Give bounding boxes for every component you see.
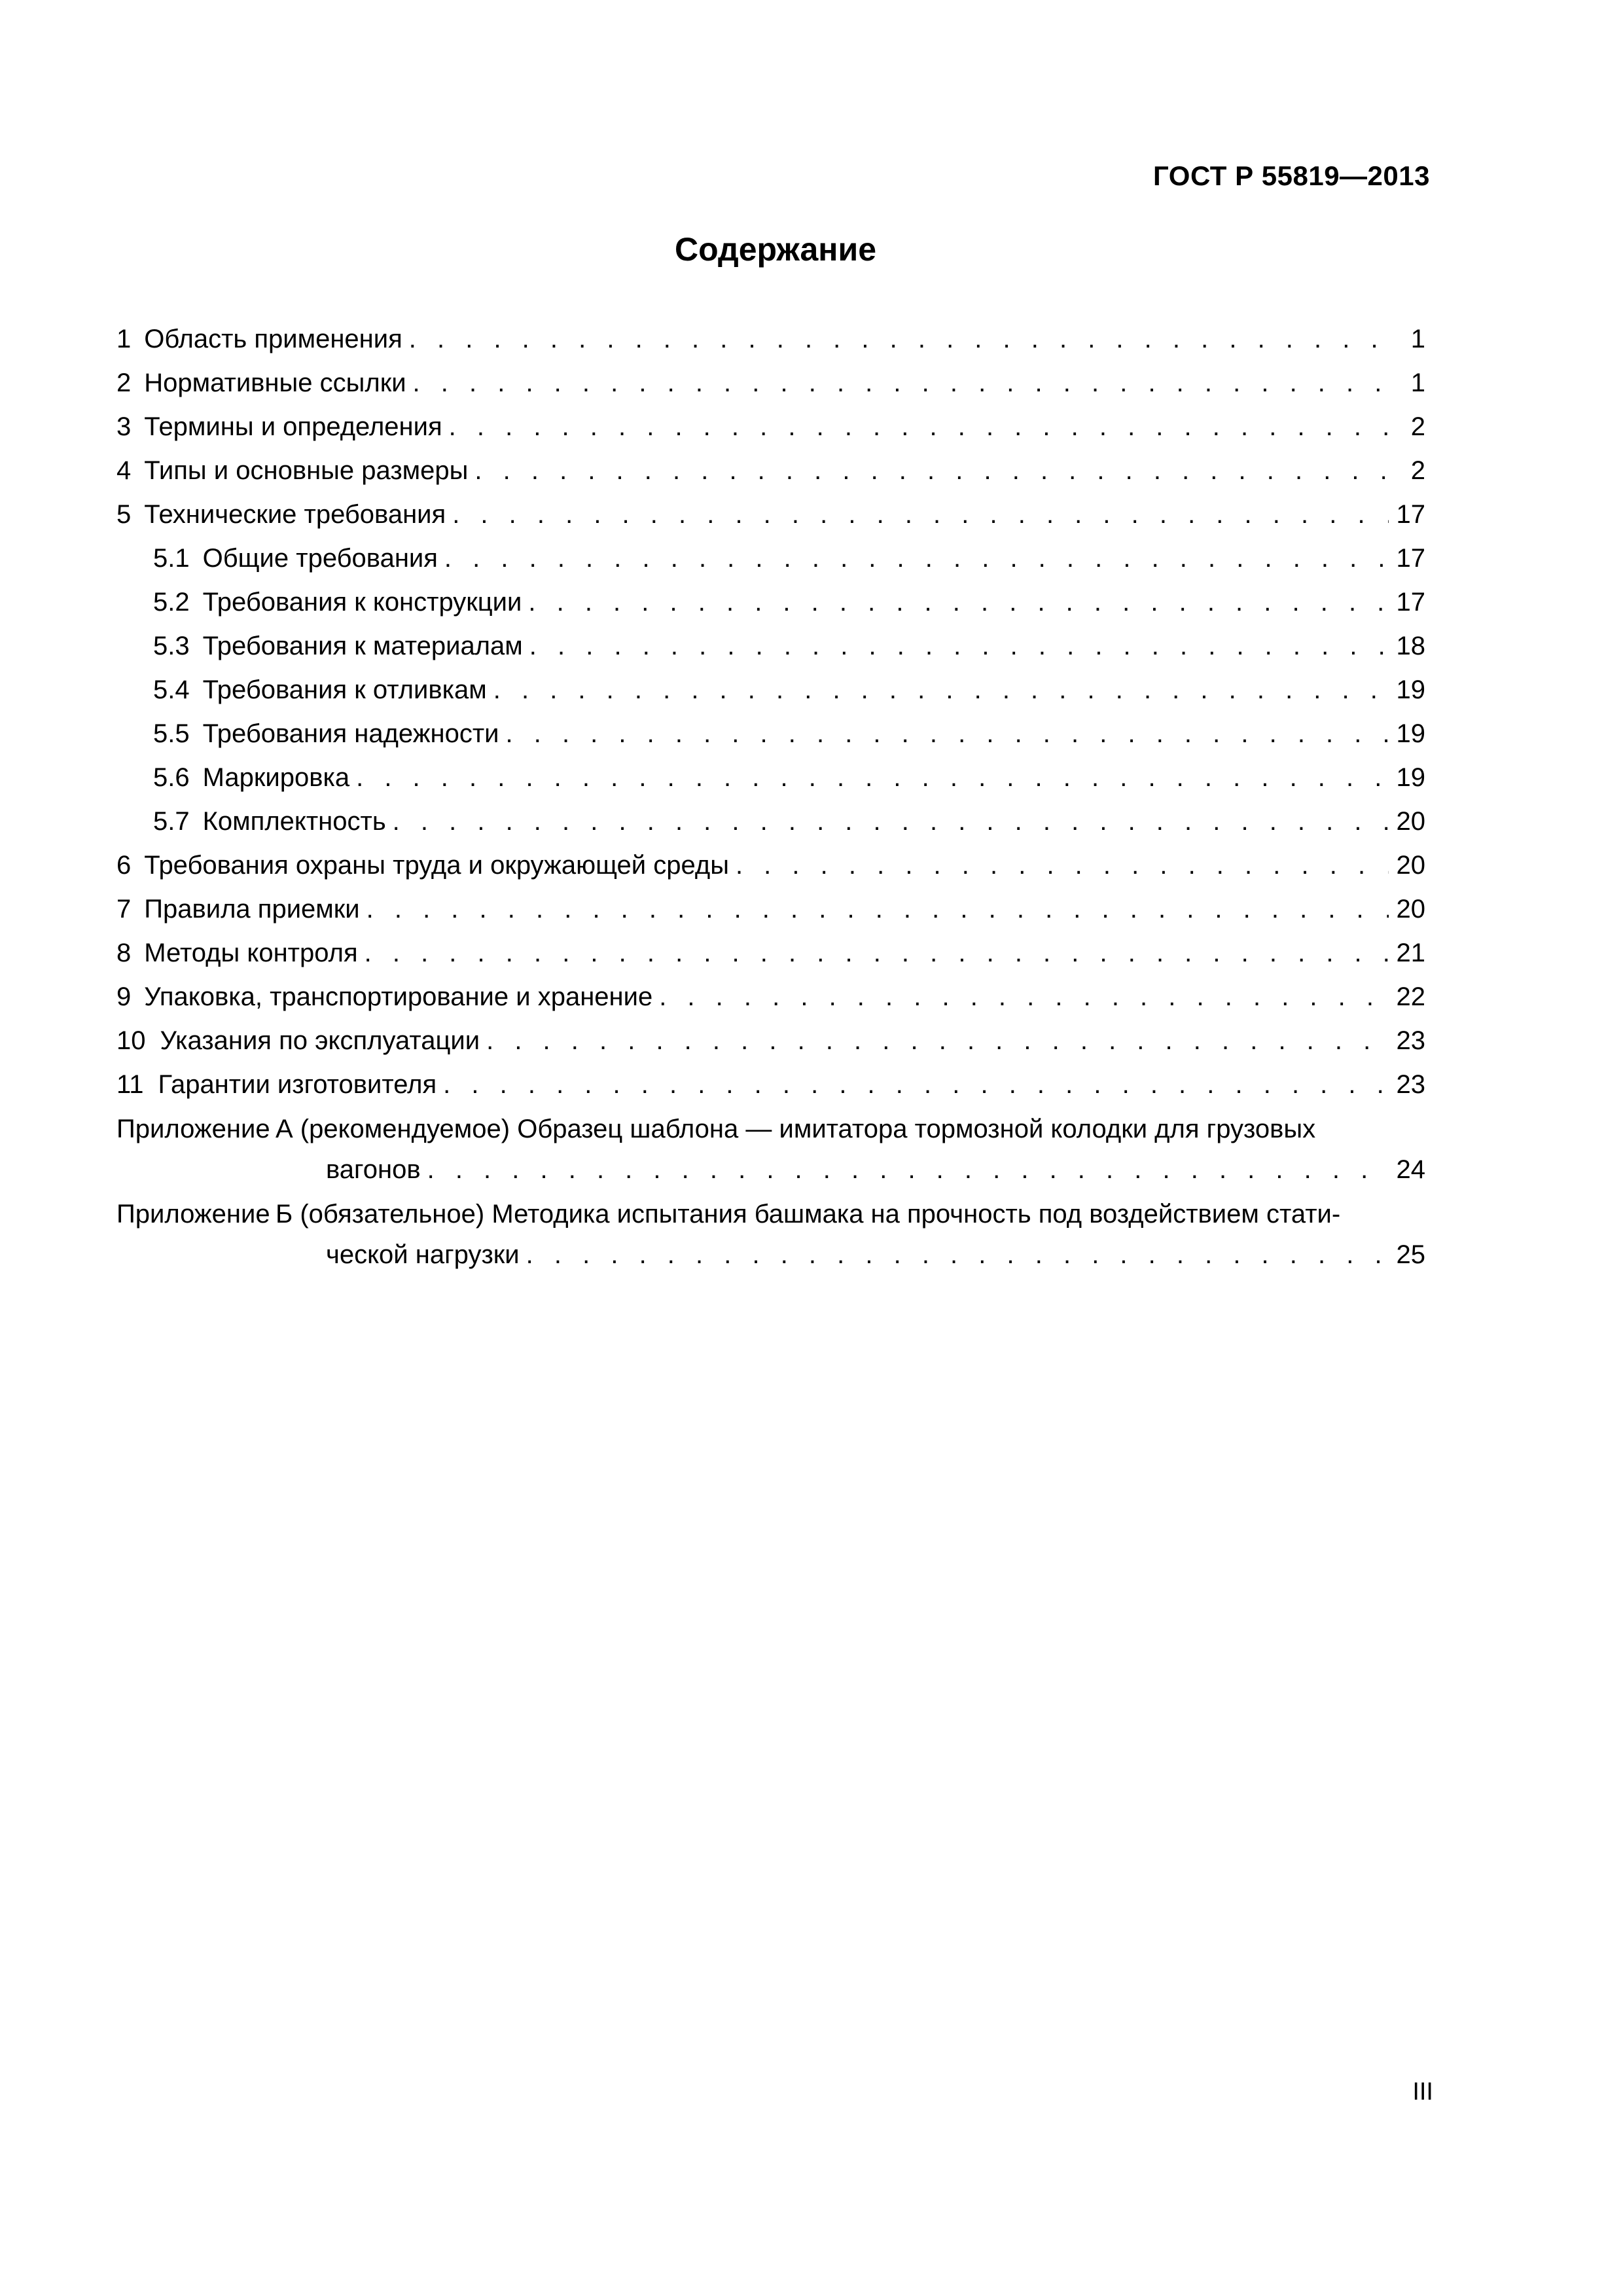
toc-dot-leader xyxy=(528,586,1389,618)
toc-entry-page: 17 xyxy=(1396,588,1425,617)
toc-subentry[interactable] xyxy=(116,662,1425,706)
toc-entry[interactable] xyxy=(116,442,1425,486)
toc-entry-page: 20 xyxy=(1396,851,1425,880)
toc-entry[interactable] xyxy=(116,486,1425,530)
toc-dot-leader xyxy=(486,1025,1389,1056)
toc-entry[interactable] xyxy=(116,355,1425,399)
page-number: III xyxy=(1412,2078,1433,2106)
toc-dot-leader xyxy=(413,367,1389,399)
toc-entry-label: Типы и основные размеры xyxy=(144,456,469,485)
toc-entry[interactable] xyxy=(116,1056,1425,1100)
toc-entry-label: Правила приемки xyxy=(144,895,360,924)
toc-dot-leader xyxy=(449,411,1389,442)
toc-entry[interactable] xyxy=(116,837,1425,881)
toc-dot-leader xyxy=(443,1069,1389,1100)
toc-entry-label: Указания по эксплуатации xyxy=(160,1026,480,1055)
toc-entry-page: 17 xyxy=(1396,500,1425,529)
toc-entry[interactable] xyxy=(116,1013,1425,1056)
toc-dot-leader xyxy=(356,762,1389,793)
annex-title-line2: вагонов xyxy=(326,1155,421,1184)
toc-entry-label: Гарантии изготовителя xyxy=(158,1070,437,1099)
toc-entry-label: Требования к материалам xyxy=(202,632,523,660)
toc-dot-leader xyxy=(409,323,1389,355)
toc-entry[interactable] xyxy=(116,399,1425,442)
annex-title-line2: ческой нагрузки xyxy=(326,1240,520,1269)
toc-entry-label: Требования к конструкции xyxy=(202,588,522,617)
toc-entry-number: 9 xyxy=(116,982,132,1011)
toc-dot-leader xyxy=(474,455,1389,486)
toc-entry[interactable] xyxy=(116,969,1425,1013)
toc-entry-page: 22 xyxy=(1396,982,1425,1011)
toc-dot-leader xyxy=(659,981,1389,1013)
toc-entry-number: 7 xyxy=(116,895,132,924)
toc-subentry[interactable] xyxy=(116,530,1425,574)
toc-entry-number: 5.6 xyxy=(153,763,190,792)
toc-entry[interactable] xyxy=(116,311,1425,355)
toc-subentry[interactable] xyxy=(116,574,1425,618)
toc-entry-label: Общие требования xyxy=(202,544,438,573)
toc-entry-number: 5.5 xyxy=(153,719,190,748)
toc-entry[interactable] xyxy=(116,925,1425,969)
toc-subentry[interactable] xyxy=(116,618,1425,662)
toc-entry-number: 5.2 xyxy=(153,588,190,617)
toc-entry-number: 5 xyxy=(116,500,132,529)
toc-entry-label: Требования охраны труда и окружающей среды xyxy=(144,851,729,880)
toc-dot-leader xyxy=(444,543,1389,574)
toc-entry-page: 2 xyxy=(1410,456,1425,485)
toc-entry-page: 1 xyxy=(1410,368,1425,397)
toc-entry-number: 10 xyxy=(116,1026,146,1055)
toc-entry-page: 1 xyxy=(1410,325,1425,353)
toc-entry-page: 25 xyxy=(1396,1240,1425,1269)
toc-dot-leader xyxy=(427,1154,1389,1185)
toc-entry-page: 19 xyxy=(1396,675,1425,704)
toc-entry-label: Требования надежности xyxy=(202,719,499,748)
toc-entry[interactable] xyxy=(116,881,1425,925)
toc-entry-label: Комплектность xyxy=(202,807,386,836)
toc-entry-page: 2 xyxy=(1410,412,1425,441)
toc-entry-label: Нормативные ссылки xyxy=(144,368,406,397)
toc-entry-page: 20 xyxy=(1396,895,1425,924)
toc-entry-page: 19 xyxy=(1396,719,1425,748)
toc-entry-page: 19 xyxy=(1396,763,1425,792)
toc-dot-leader xyxy=(493,674,1389,706)
toc-entry-number: 5.4 xyxy=(153,675,190,704)
toc-entry-label: Область применения xyxy=(144,325,402,353)
toc-subentry[interactable] xyxy=(116,749,1425,793)
toc-title: Содержание xyxy=(674,231,877,268)
toc-entry-number: 8 xyxy=(116,939,132,967)
annex-title-line1: А (рекомендуемое) Образец шаблона — имитатора тормозной колодки для грузовых xyxy=(276,1115,1316,1143)
toc-entry-label: Технические требования xyxy=(144,500,446,529)
toc-entry-page: 18 xyxy=(1396,632,1425,660)
toc-dot-leader xyxy=(526,1239,1389,1270)
toc-entry-number: 5.3 xyxy=(153,632,190,660)
toc-entry-number: 2 xyxy=(116,368,132,397)
toc-subentry[interactable] xyxy=(116,793,1425,837)
table-of-contents xyxy=(116,311,1425,1270)
document-code: ГОСТ Р 55819—2013 xyxy=(1153,160,1430,191)
toc-entry-number: 3 xyxy=(116,412,132,441)
toc-subentry[interactable] xyxy=(116,706,1425,749)
toc-entry-number: 6 xyxy=(116,851,132,880)
toc-dot-leader xyxy=(529,630,1389,662)
toc-entry-number: 1 xyxy=(116,325,132,353)
toc-entry-page: 23 xyxy=(1396,1070,1425,1099)
toc-dot-leader xyxy=(452,499,1389,530)
toc-entry-number: 5.1 xyxy=(153,544,190,573)
toc-entry-page: 20 xyxy=(1396,807,1425,836)
annex-prefix: Приложение xyxy=(116,1115,270,1143)
toc-dot-leader xyxy=(393,806,1389,837)
toc-entry-number: 4 xyxy=(116,456,132,485)
toc-annex-entry[interactable] xyxy=(116,1104,1425,1185)
toc-entry-page: 23 xyxy=(1396,1026,1425,1055)
toc-dot-leader xyxy=(365,937,1389,969)
toc-dot-leader xyxy=(366,893,1389,925)
toc-entry-page: 24 xyxy=(1396,1155,1425,1184)
toc-entry-number: 11 xyxy=(116,1070,144,1099)
toc-entry-number: 5.7 xyxy=(153,807,190,836)
annex-prefix: Приложение xyxy=(116,1200,270,1229)
toc-dot-leader xyxy=(736,850,1389,881)
toc-entry-label: Упаковка, транспортирование и хранение xyxy=(144,982,653,1011)
toc-annex-entry[interactable] xyxy=(116,1189,1425,1270)
toc-entry-label: Методы контроля xyxy=(144,939,358,967)
toc-entry-page: 17 xyxy=(1396,544,1425,573)
annex-title-line1: Б (обязательное) Методика испытания башмака на прочность под воздействием стати- xyxy=(276,1200,1341,1229)
toc-entry-label: Термины и определения xyxy=(144,412,442,441)
toc-dot-leader xyxy=(505,718,1389,749)
toc-entry-label: Требования к отливкам xyxy=(202,675,487,704)
toc-entry-page: 21 xyxy=(1396,939,1425,967)
toc-entry-label: Маркировка xyxy=(202,763,350,792)
